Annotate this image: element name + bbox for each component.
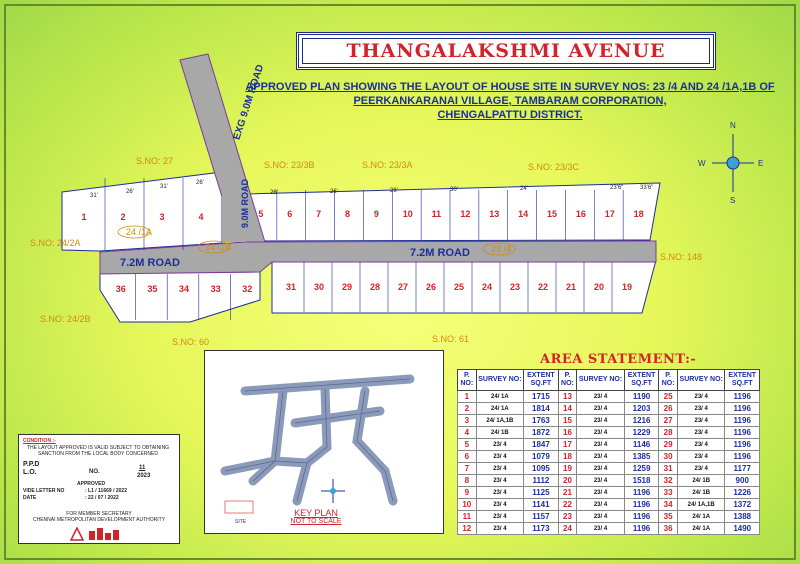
area-row xyxy=(458,511,760,523)
survey-no-cell: 23/ 4 xyxy=(677,451,725,463)
plot-no-cell: 11 xyxy=(458,511,477,523)
plot-number-29: 29 xyxy=(342,282,353,292)
plot-no-cell: 2 xyxy=(458,403,477,415)
survey-no-cell: 23/ 4 xyxy=(677,463,725,475)
dimension-label: 26' xyxy=(330,189,338,195)
survey-no-cell: 23/ 4 xyxy=(476,523,524,535)
7-2m-road-label-west: 7.2M ROAD xyxy=(120,257,180,269)
header-extent: EXTENT SQ.FT xyxy=(524,370,559,391)
plot-number-24: 24 xyxy=(482,282,493,292)
key-plan-box xyxy=(204,350,444,534)
plot-no-cell: 28 xyxy=(659,427,678,439)
plot-no-cell: 15 xyxy=(558,415,577,427)
compass-w: W xyxy=(698,159,706,168)
extent-cell: 1125 xyxy=(524,487,559,499)
plot-number-5: 5 xyxy=(258,209,264,219)
survey-oval-label-west: 24 /1A xyxy=(126,227,153,237)
extent-cell: 1196 xyxy=(725,391,760,403)
survey-no-cell: 23/ 4 xyxy=(577,475,625,487)
header-extent: EXTENT SQ.FT xyxy=(624,370,659,391)
survey-no-cell: 23/ 4 xyxy=(677,403,725,415)
condition-heading: CONDITION :- xyxy=(23,438,56,444)
survey-no-cell: 24/ 1B xyxy=(476,427,524,439)
plot-number-13: 13 xyxy=(489,209,500,219)
plot-no-cell: 25 xyxy=(659,391,678,403)
condition-date: : 22 / 07 / 2022 xyxy=(85,495,119,501)
plot-number-31: 31 xyxy=(286,282,297,292)
header-pno: P. NO: xyxy=(659,370,678,391)
condition-ppd: P.P.D xyxy=(23,461,40,468)
area-statement-table xyxy=(457,369,760,535)
plot-number-18: 18 xyxy=(633,209,644,219)
plot-no-cell: 21 xyxy=(558,487,577,499)
area-row xyxy=(458,391,760,403)
header-survey: SURVEY NO: xyxy=(577,370,625,391)
extent-cell: 1196 xyxy=(624,523,659,535)
condition-year: 2023 xyxy=(137,473,151,479)
condition-lo: L.O. xyxy=(23,469,37,476)
plot-no-cell: 17 xyxy=(558,439,577,451)
survey-no-cell: 23/ 4 xyxy=(476,511,524,523)
plot-no-cell: 22 xyxy=(558,499,577,511)
plot-number-7: 7 xyxy=(316,209,322,219)
survey-no-cell: 24/ 1A xyxy=(677,511,725,523)
plot-no-cell: 12 xyxy=(458,523,477,535)
plot-number-28: 28 xyxy=(370,282,381,292)
extent-cell: 1196 xyxy=(624,511,659,523)
plot-number-14: 14 xyxy=(518,209,529,219)
area-row xyxy=(458,487,760,499)
survey-no-cell: 23/ 4 xyxy=(476,475,524,487)
dimension-label: 26' xyxy=(390,188,398,194)
extent-cell: 1095 xyxy=(524,463,559,475)
plot-no-cell: 1 xyxy=(458,391,477,403)
exg-road-label: EXG 9.0M ROAD xyxy=(231,63,267,142)
survey-no-cell: 23/ 4 xyxy=(677,415,725,427)
survey-no-cell: 23/ 4 xyxy=(577,499,625,511)
plot-no-cell: 23 xyxy=(558,511,577,523)
extent-cell: 1079 xyxy=(524,451,559,463)
plot-no-cell: 14 xyxy=(558,403,577,415)
survey-oval-label-mid: 24 /1B xyxy=(205,242,232,252)
extent-cell: 1196 xyxy=(725,427,760,439)
survey-no-cell: 23/ 4 xyxy=(577,523,625,535)
extent-cell: 1112 xyxy=(524,475,559,487)
survey-label-23-3c: S.NO: 23/3C xyxy=(528,162,580,172)
header-pno: P. NO: xyxy=(558,370,577,391)
extent-cell: 1177 xyxy=(725,463,760,475)
condition-signer-2: CHENNAI METROPOLITAN DEVELOPMENT AUTHORITY xyxy=(32,517,166,523)
plot-number-33: 33 xyxy=(210,284,221,294)
survey-no-cell: 23/ 4 xyxy=(577,427,625,439)
plot-no-cell: 3 xyxy=(458,415,477,427)
survey-no-cell: 23/ 4 xyxy=(476,499,524,511)
7-2m-road-label-east: 7.2M ROAD xyxy=(410,247,470,259)
header-pno: P. NO: xyxy=(458,370,477,391)
subtitle-line-2: PEERKANKARANAI VILLAGE, TAMBARAM CORPORATION, xyxy=(353,95,667,107)
area-row xyxy=(458,439,760,451)
condition-signer-1: FOR MEMBER SECRETARY xyxy=(66,511,132,517)
survey-no-cell: 23/ 4 xyxy=(577,487,625,499)
compass-n: N xyxy=(730,121,736,130)
plot-number-27: 27 xyxy=(398,282,409,292)
survey-label-23-3a: S.NO: 23/3A xyxy=(362,160,413,170)
north-arrow-compass xyxy=(698,121,763,205)
area-row xyxy=(458,499,760,511)
extent-cell: 1196 xyxy=(624,487,659,499)
survey-no-cell: 24/ 1A xyxy=(677,523,725,535)
survey-no-cell: 23/ 4 xyxy=(476,439,524,451)
extent-cell: 1847 xyxy=(524,439,559,451)
area-row xyxy=(458,475,760,487)
extent-cell: 1372 xyxy=(725,499,760,511)
plot-no-cell: 20 xyxy=(558,475,577,487)
survey-no-cell: 24/ 1A,1B xyxy=(476,415,524,427)
survey-no-cell: 23/ 4 xyxy=(476,487,524,499)
dimension-label: 23'6" xyxy=(610,185,624,191)
extent-cell: 1146 xyxy=(624,439,659,451)
header-survey: SURVEY NO: xyxy=(476,370,524,391)
plot-number-21: 21 xyxy=(566,282,577,292)
dimension-label: 24' xyxy=(520,186,528,192)
plot-number-20: 20 xyxy=(594,282,605,292)
plot-number-2: 2 xyxy=(120,212,126,222)
extent-cell: 1229 xyxy=(624,427,659,439)
plot-number-19: 19 xyxy=(622,282,633,292)
survey-no-cell: 24/ 1B xyxy=(677,487,725,499)
area-row xyxy=(458,403,760,415)
survey-no-cell: 23/ 4 xyxy=(577,463,625,475)
area-statement-title: AREA STATEMENT:- xyxy=(540,352,697,367)
plot-number-36: 36 xyxy=(115,284,126,294)
survey-no-cell: 23/ 4 xyxy=(577,439,625,451)
plot-number-34: 34 xyxy=(179,284,190,294)
extent-cell: 1196 xyxy=(725,415,760,427)
plot-no-cell: 10 xyxy=(458,499,477,511)
plot-no-cell: 33 xyxy=(659,487,678,499)
extent-cell: 1715 xyxy=(524,391,559,403)
condition-text: THE LAYOUT APPROVED IS VALID SUBJECT TO OBTAINING SANCTION FROM THE LOCAL BODY CONCERNED xyxy=(26,445,170,457)
extent-cell: 900 xyxy=(725,475,760,487)
key-plan-caption xyxy=(286,508,346,525)
survey-no-cell: 23/ 4 xyxy=(476,463,524,475)
survey-no-cell: 24/ 1A xyxy=(476,391,524,403)
survey-no-cell: 23/ 4 xyxy=(476,451,524,463)
extent-cell: 1196 xyxy=(725,403,760,415)
plot-no-cell: 24 xyxy=(558,523,577,535)
survey-no-cell: 23/ 4 xyxy=(577,511,625,523)
plot-number-12: 12 xyxy=(460,209,471,219)
plot-no-cell: 31 xyxy=(659,463,678,475)
plot-number-8: 8 xyxy=(345,209,351,219)
plot-block-west-south xyxy=(100,272,260,322)
condition-vide: VIDE LETTER NO xyxy=(23,488,65,494)
extent-cell: 1141 xyxy=(524,499,559,511)
extent-cell: 1259 xyxy=(624,463,659,475)
plot-no-cell: 18 xyxy=(558,451,577,463)
header-survey: SURVEY NO: xyxy=(677,370,725,391)
plot-number-22: 22 xyxy=(538,282,549,292)
condition-approved: APPROVED xyxy=(77,481,106,487)
plot-number-3: 3 xyxy=(159,212,165,222)
key-plan-scale: NOT TO SCALE xyxy=(290,518,342,525)
subtitle-line-1: APPROVED PLAN SHOWING THE LAYOUT OF HOUSE SITE IN SURVEY NOS: 23 /4 AND 24 /1A,1B OF xyxy=(245,81,775,93)
area-row xyxy=(458,415,760,427)
dimension-label: 31' xyxy=(90,193,98,199)
area-row xyxy=(458,427,760,439)
extent-cell: 1388 xyxy=(725,511,760,523)
plot-no-cell: 8 xyxy=(458,475,477,487)
extent-cell: 1518 xyxy=(624,475,659,487)
condition-letter: : L1 / 11669 / 2022 xyxy=(85,488,127,494)
plot-no-cell: 6 xyxy=(458,451,477,463)
plot-no-cell: 27 xyxy=(659,415,678,427)
extent-cell: 1173 xyxy=(524,523,559,535)
plot-no-cell: 30 xyxy=(659,451,678,463)
condition-number: 11 xyxy=(139,465,146,471)
survey-no-cell: 24/ 1A,1B xyxy=(677,499,725,511)
survey-label-27: S.NO: 27 xyxy=(136,156,174,166)
area-row xyxy=(458,523,760,535)
extent-cell: 1190 xyxy=(624,391,659,403)
survey-no-cell: 23/ 4 xyxy=(577,403,625,415)
dimension-label: 33'6" xyxy=(640,185,654,191)
plot-no-cell: 16 xyxy=(558,427,577,439)
area-row xyxy=(458,463,760,475)
area-header-row xyxy=(458,370,760,391)
extent-cell: 1872 xyxy=(524,427,559,439)
dimension-label: 26' xyxy=(126,189,134,195)
extent-cell: 1196 xyxy=(725,451,760,463)
plot-no-cell: 19 xyxy=(558,463,577,475)
extent-cell: 1226 xyxy=(725,487,760,499)
extent-cell: 1385 xyxy=(624,451,659,463)
plot-number-9: 9 xyxy=(373,209,379,219)
dimension-label: 26' xyxy=(270,190,278,196)
plot-number-11: 11 xyxy=(431,209,442,219)
plot-number-4: 4 xyxy=(198,212,204,222)
dimension-label: 26' xyxy=(196,180,204,186)
plot-no-cell: 4 xyxy=(458,427,477,439)
extent-cell: 1216 xyxy=(624,415,659,427)
approval-condition-box xyxy=(18,434,180,544)
plot-no-cell: 34 xyxy=(659,499,678,511)
survey-label-24-2b: S.NO: 24/2B xyxy=(40,314,91,324)
header-extent: EXTENT SQ.FT xyxy=(725,370,760,391)
compass-e: E xyxy=(758,159,764,168)
cmda-logo xyxy=(69,525,129,541)
survey-oval-label-east: 23 /4 xyxy=(491,244,512,254)
plot-no-cell: 9 xyxy=(458,487,477,499)
survey-no-cell: 23/ 4 xyxy=(577,415,625,427)
survey-label-60: S.NO: 60 xyxy=(172,337,210,347)
key-plan-map xyxy=(205,351,443,533)
plot-no-cell: 26 xyxy=(659,403,678,415)
extent-cell: 1763 xyxy=(524,415,559,427)
extent-cell: 1196 xyxy=(624,499,659,511)
plot-no-cell: 35 xyxy=(659,511,678,523)
extent-cell: 1196 xyxy=(725,439,760,451)
plot-number-17: 17 xyxy=(604,209,615,219)
compass-s: S xyxy=(730,196,736,205)
condition-no: NO. xyxy=(89,469,100,475)
dimension-label: 30' xyxy=(450,187,458,193)
key-plan-site-label: SITE xyxy=(235,519,247,525)
extent-cell: 1814 xyxy=(524,403,559,415)
9m-road-label: 9.0M ROAD xyxy=(240,178,250,228)
survey-label-148: S.NO: 148 xyxy=(660,252,703,262)
plot-number-1: 1 xyxy=(81,212,87,222)
plot-number-6: 6 xyxy=(287,209,293,219)
condition-date-label: DATE xyxy=(23,495,37,501)
plot-no-cell: 36 xyxy=(659,523,678,535)
survey-label-23-3b: S.NO: 23/3B xyxy=(264,160,315,170)
key-plan-title: KEY PLAN xyxy=(294,508,338,518)
plot-number-16: 16 xyxy=(575,209,586,219)
area-row xyxy=(458,451,760,463)
extent-cell: 1157 xyxy=(524,511,559,523)
survey-no-cell: 23/ 4 xyxy=(677,427,725,439)
survey-no-cell: 23/ 4 xyxy=(677,391,725,403)
plot-no-cell: 13 xyxy=(558,391,577,403)
plot-number-25: 25 xyxy=(454,282,465,292)
plot-no-cell: 29 xyxy=(659,439,678,451)
extent-cell: 1490 xyxy=(725,523,760,535)
plot-no-cell: 32 xyxy=(659,475,678,487)
plot-number-30: 30 xyxy=(314,282,325,292)
plot-no-cell: 7 xyxy=(458,463,477,475)
survey-label-24-2a: S.NO: 24/2A xyxy=(30,238,81,248)
plot-number-35: 35 xyxy=(147,284,158,294)
survey-label-61: S.NO: 61 xyxy=(432,334,470,344)
survey-no-cell: 24/ 1B xyxy=(677,475,725,487)
subtitle-line-3: CHENGALPATTU DISTRICT. xyxy=(437,109,583,121)
survey-no-cell: 23/ 4 xyxy=(577,451,625,463)
plot-number-23: 23 xyxy=(510,282,521,292)
extent-cell: 1203 xyxy=(624,403,659,415)
survey-no-cell: 23/ 4 xyxy=(577,391,625,403)
survey-no-cell: 23/ 4 xyxy=(677,439,725,451)
plot-number-26: 26 xyxy=(426,282,437,292)
survey-no-cell: 24/ 1A xyxy=(476,403,524,415)
plan-title: THANGALAKSHMI AVENUE xyxy=(346,40,666,62)
plot-no-cell: 5 xyxy=(458,439,477,451)
plot-number-15: 15 xyxy=(547,209,558,219)
plot-number-10: 10 xyxy=(402,209,413,219)
dimension-label: 31' xyxy=(160,184,168,190)
plot-number-32: 32 xyxy=(242,284,253,294)
